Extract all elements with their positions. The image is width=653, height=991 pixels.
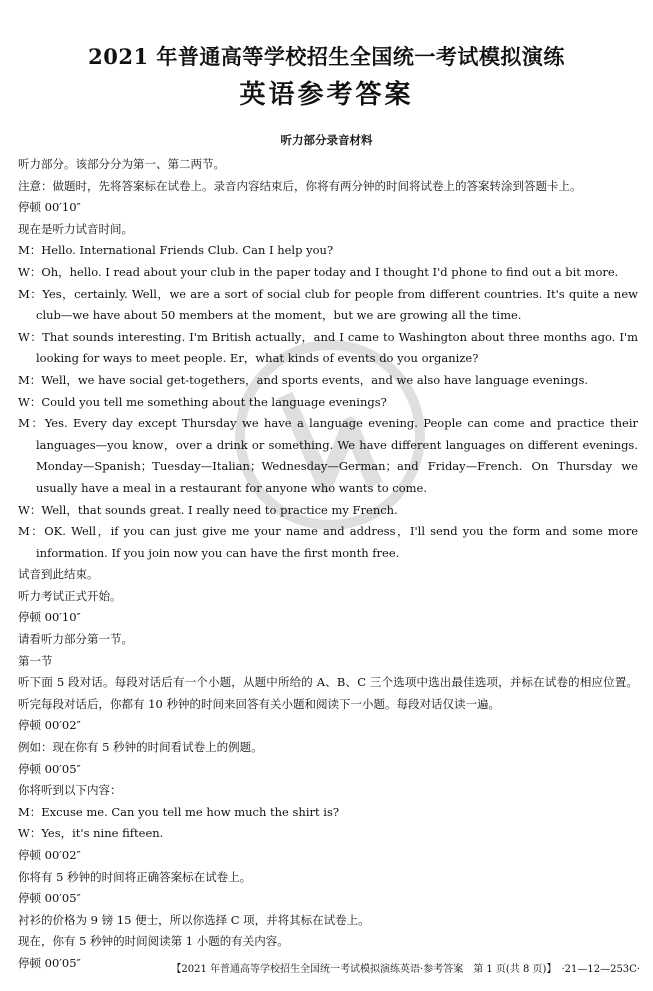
transcript-line: M：Well，we have social get-togethers，and sports events，and we also have language evenings. [18,372,589,387]
page-title: 2021 年普通高等学校招生全国统一考试模拟演练 [88,44,565,69]
transcript-line: 衬衫的价格为 9 镑 15 便士，所以你选择 C 项，并将其标在试卷上。 [18,912,370,927]
transcript-line: W：Yes，it's nine fifteen. [18,826,164,841]
transcript-line: 现在，你有 5 秒钟的时间阅读第 1 小题的有关内容。 [18,934,289,949]
transcript-line: M：Hello. International Friends Club. Can I help you? [18,243,334,258]
transcript-body [18,154,638,975]
page-footer: 【2021 年普通高等学校招生全国统一考试模拟演练英语·参考答案 第 1 页(共 8 页)】 ·21—12—253C· [171,964,640,975]
transcript-line: M：OK. Well，if you can just give me your name and address，I'll send you the form and some more information. If you join now you can have the first month free. [18,524,638,560]
transcript-line: 试音到此结束。 [18,567,99,582]
transcript-line: 听力部分。该部分分为第一、第二两节。 [18,157,225,171]
transcript-line: 听力考试正式开始。 [18,588,122,603]
transcript-line: 停顿 00′10″ [18,610,81,625]
transcript-line: W：That sounds interesting. I'm British actually，and I came to Washington about three months ago. I'm looking for ways to meet people. Er，what kinds of events do you organize? [18,329,638,366]
transcript-line: W：Well，that sounds great. I really need to practice my French. [18,502,398,517]
transcript-line: W：Oh，hello. I read about your club in the paper today and I thought I'd phone to find out a bit more. [18,264,619,279]
transcript-line: 注意：做题时，先将答案标在试卷上。录音内容结束后，你将有两分钟的时间将试卷上的答案转涂到答题卡上。 [18,178,582,193]
transcript-line: 你将有 5 秒钟的时间将正确答案标在试卷上。 [18,869,252,884]
transcript-line: 停顿 00′02″ [18,848,81,862]
transcript-line: 例如：现在你有 5 秒钟的时间看试卷上的例题。 [18,740,263,755]
transcript-line: M：Yes，certainly. Well，we are a sort of social club for people from different countries. It's quite a new club—we have about 50 members at the moment，but we are growing all the time. [18,286,638,323]
transcript-line: W：Could you tell me something about the language evenings? [18,394,387,409]
transcript-line: 第一节 [18,653,53,668]
transcript-line: 现在是听力试音时间。 [18,221,133,236]
transcript-line: 停顿 00′05″ [18,955,81,970]
transcript-line: 停顿 00′10″ [18,200,81,215]
transcript-line: 听下面 5 段对话。每段对话后有一个小题，从题中所给的 A、B、C 三个选项中选出最佳选项，并标在试卷的相应位置。听完每段对话后，你都有 10 秒钟的时间来回答有关小题和阅读下一小题。每段对话仅读一遍。 [18,675,638,711]
transcript-line: 停顿 00′02″ [18,718,81,733]
transcript-line: M：Excuse me. Can you tell me how much the shirt is? [18,804,340,819]
page-subtitle: 英语参考答案 [239,80,414,110]
section-title: 听力部分录音材料 [280,133,373,147]
transcript-line: 停顿 00′05″ [18,761,81,776]
transcript-line: 请看听力部分第一节。 [18,632,133,647]
transcript-line: 停顿 00′05″ [18,891,81,906]
transcript-line: 你将听到以下内容： [18,783,122,798]
transcript-line: M：Yes. Every day except Thursday we have a language evening. People can come and practice their languages—you know，over a drink or something. We have different languages on different evenings. Monday—Spanish；Tuesday—Italian；Wednesday—German；and Friday—French. On Thursday we usually have a meal in a restaurant for anyone who wants to come. [18,416,638,495]
